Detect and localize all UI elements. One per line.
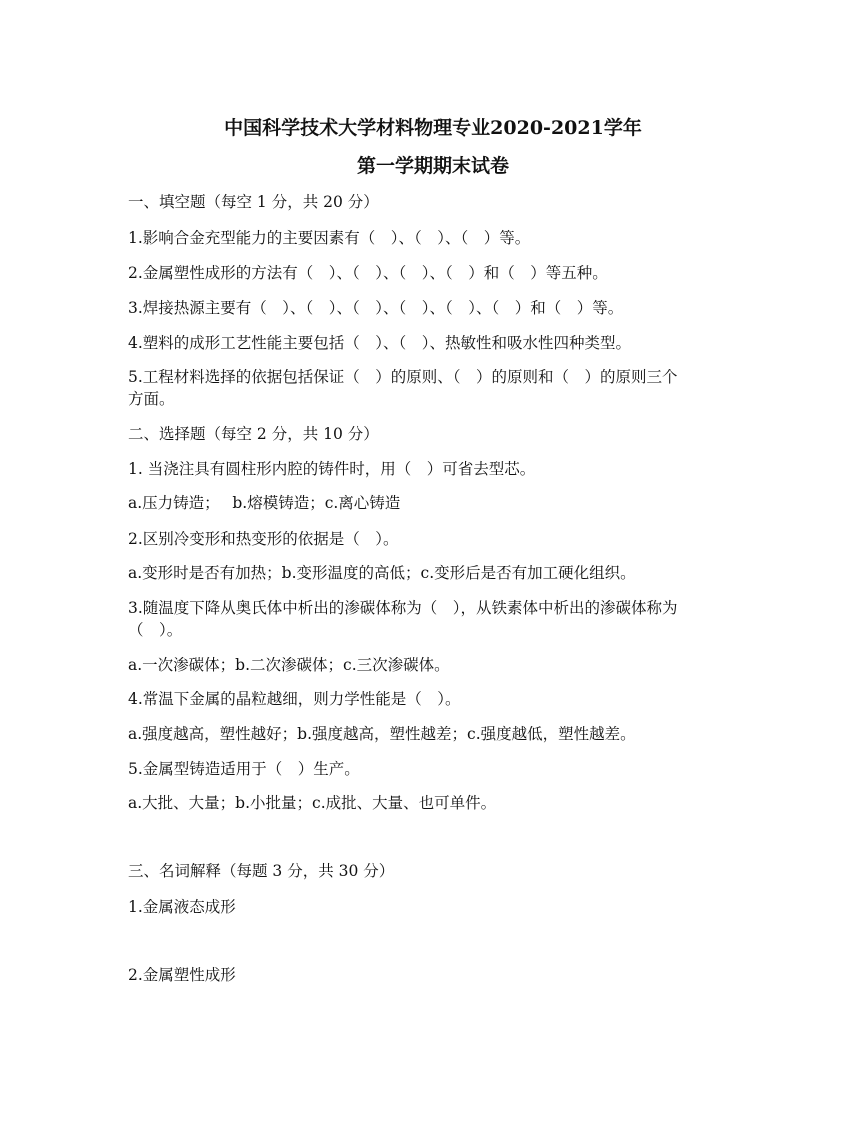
question-continued: 方面。	[128, 390, 175, 408]
answer-options: a.一次渗碳体；b.二次渗碳体；c.三次渗碳体。	[128, 656, 450, 674]
section1-heading: 一、填空题（每空 1 分，共 20 分）	[128, 193, 379, 211]
question: 3.随温度下降从奥氏体中析出的渗碳体称为（ ），从铁素体中析出的渗碳体称为	[128, 599, 678, 617]
question: 1.金属液态成形	[128, 898, 236, 916]
question: 1.影响合金充型能力的主要因素有（ ）、（ ）、（ ）等。	[128, 229, 531, 247]
question: 2.金属塑性成形的方法有（ ）、（ ）、（ ）、（ ）和（ ）等五种。	[128, 264, 608, 282]
question: 4.塑料的成形工艺性能主要包括（ ）、（ ）、热敏性和吸水性四种类型。	[128, 334, 632, 352]
question: 2.金属塑性成形	[128, 966, 236, 984]
question: 1. 当浇注具有圆柱形内腔的铸件时，用（ ）可省去型芯。	[128, 460, 536, 478]
exam-title: 中国科学技术大学材料物理专业2020-2021学年	[224, 117, 642, 139]
question: 4.常温下金属的晶粒越细，则力学性能是（ ）。	[128, 690, 461, 708]
answer-options: a.压力铸造； b.熔模铸造；c.离心铸造	[128, 494, 401, 512]
exam-subtitle: 第一学期期末试卷	[356, 155, 509, 177]
section3-heading: 三、名词解释（每题 3 分，共 30 分）	[128, 862, 395, 880]
answer-options: a.变形时是否有加热；b.变形温度的高低；c.变形后是否有加工硬化组织。	[128, 564, 636, 582]
question: 5.工程材料选择的依据包括保证（ ）的原则、（ ）的原则和（ ）的原则三个	[128, 368, 678, 386]
answer-options: a.强度越高，塑性越好；b.强度越高，塑性越差；c.强度越低，塑性越差。	[128, 725, 636, 743]
answer-options: a.大批、大量；b.小批量；c.成批、大量、也可单件。	[128, 794, 497, 812]
question-continued: （ ）。	[128, 621, 183, 639]
question: 5.金属型铸造适用于（ ）生产。	[128, 760, 360, 778]
question: 3.焊接热源主要有（ ）、（ ）、（ ）、（ ）、（ ）、（ ）和（ ）等。	[128, 299, 624, 317]
section2-heading: 二、选择题（每空 2 分，共 10 分）	[128, 425, 379, 443]
question: 2.区别冷变形和热变形的依据是（ ）。	[128, 530, 399, 548]
